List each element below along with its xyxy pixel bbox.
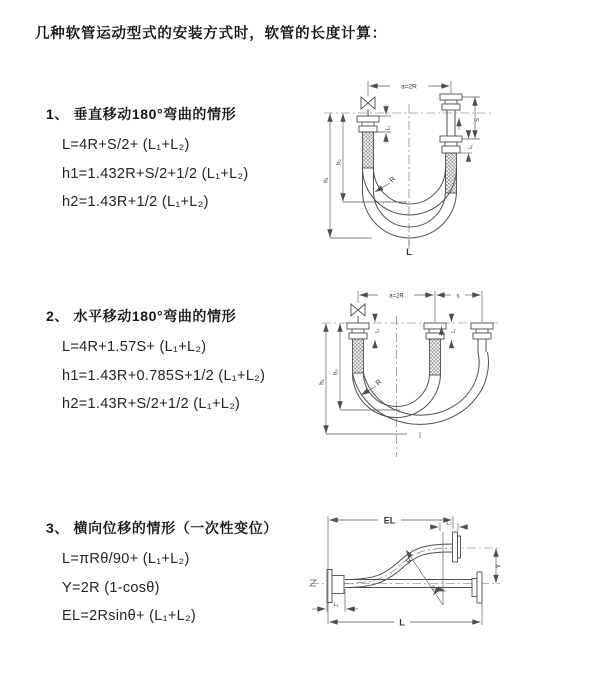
section-1-heading: 1、 垂直移动180°弯曲的情形 [46,106,237,122]
dim-span [370,84,450,91]
section-2-heading: 2、 水平移动180°弯曲的情形 [46,308,237,324]
formula-line: L=πRθ/90+ (L₁+L₂) [62,551,190,567]
dim-l1-mid [451,315,457,347]
section-lateral-displacement [46,518,278,631]
dim-label-l2: L₂ [446,520,452,527]
flange [440,94,462,100]
flange [440,136,462,142]
hex-nut [349,333,367,339]
right-pipe-end [440,81,462,193]
formula-line: h2=1.43R+1/2 (L₁+L₂) [62,194,209,210]
flange [347,323,369,329]
straight-pipe [345,572,482,603]
centerline-break-mark [310,580,316,586]
left-pipe-end [347,291,369,373]
formula-line: h1=1.432R+S/2+1/2 (L₁+L₂) [62,165,249,182]
angle-construction [405,532,445,605]
dim-label-s: S [474,117,481,123]
flange-hub [472,579,477,597]
dim-label-l1: L₁ [450,328,457,333]
dim-stroke-s [437,294,481,300]
flange [424,323,446,329]
flange [453,532,458,562]
section-1-formulas [62,131,249,217]
dim-label-el: EL [383,515,396,526]
dim-el [328,516,453,625]
formula-line: Y=2R (1-cosθ) [62,579,160,596]
dim-label-l: L [399,617,405,628]
section-3-formulas [62,545,278,631]
valve-icon [368,97,375,109]
flange [357,116,379,122]
hex-nut [442,104,460,110]
flange [458,536,461,558]
hex-nut [473,333,491,339]
hex-nut [442,146,460,153]
middle-pipe-end [424,291,446,375]
formula-line: L=4R+S/2+ (L₁+L₂) [62,137,190,153]
dim-label-l1: L₁ [385,125,392,131]
braided-hose-section [446,153,457,193]
formula-line: h1=1.43R+0.785S+1/2 (L₁+L₂) [62,367,266,384]
flange-hub [332,576,344,594]
dim-stroke-s [462,97,481,139]
page-title: 几种软管运动型式的安装方式时，软管的长度计算： [35,26,387,42]
left-pipe-end [357,81,379,168]
section-3-heading: 3、 横向位移的情形（一次性变位） [46,520,278,536]
braided-hose-section [430,339,441,375]
valve-icon [351,304,358,316]
section-horizontal-180 [46,306,265,419]
dim-label-l: L [406,247,412,258]
dim-label-r: R [374,378,384,388]
dim-label-h1: h₁ [319,379,326,385]
section-vertical-180 [46,104,249,217]
hex-nut [359,126,377,132]
valve-icon [361,97,368,109]
dim-label-theta: θ [431,585,435,592]
diagram-lateral-displacement [298,500,600,642]
dim-label-l1: L₁ [468,144,474,149]
flange [477,572,482,603]
dim-label-h1: h₁ [323,177,330,183]
diagram-vertical-180-u-bend [312,72,600,264]
dim-label-h2: h₂ [336,159,343,165]
hose-u-curves [363,168,457,238]
dim-label-y: Y [495,563,503,569]
dim-y [495,549,502,584]
dim-label-a2r: a=2R [401,83,417,91]
dim-l [330,603,483,628]
dim-l2 [430,521,468,532]
dim-label-l1: L₁ [374,328,381,333]
length-callout [406,239,412,258]
flange-neck [352,329,364,333]
dim-label-r: R [388,175,398,185]
flange-neck [429,329,441,333]
flange-neck [362,122,374,126]
section-2-formulas [62,333,265,419]
flange-neck [445,142,457,146]
radius-callout [375,176,397,192]
formula-line: L=4R+1.57S+ (L₁+L₂) [62,339,207,355]
dim-label-a2r: a=2R [389,293,404,300]
dim-label-l1: L₁ [333,602,339,608]
dim-label-h2: h₂ [333,369,340,375]
braided-hose-section [353,339,364,373]
diagram-horizontal-180-u-bend [312,282,600,474]
flange [471,323,493,329]
formula-line: EL=2Rsinθ+ (L₁+L₂) [62,608,197,624]
dim-label-s: s [456,293,460,300]
dim-span [360,294,434,300]
flange-neck [445,100,457,104]
braided-hose-section [363,132,374,168]
formula-line: h2=1.43R+S/2+1/2 (L₁+L₂) [62,396,241,412]
valve-icon [358,304,365,316]
flange-neck [476,329,488,333]
left-flange [310,570,344,603]
dim-l1-left [377,105,392,143]
dim-label-r: R [405,557,415,566]
right-pipe-end [471,291,493,352]
dim-l1-left [374,315,380,347]
